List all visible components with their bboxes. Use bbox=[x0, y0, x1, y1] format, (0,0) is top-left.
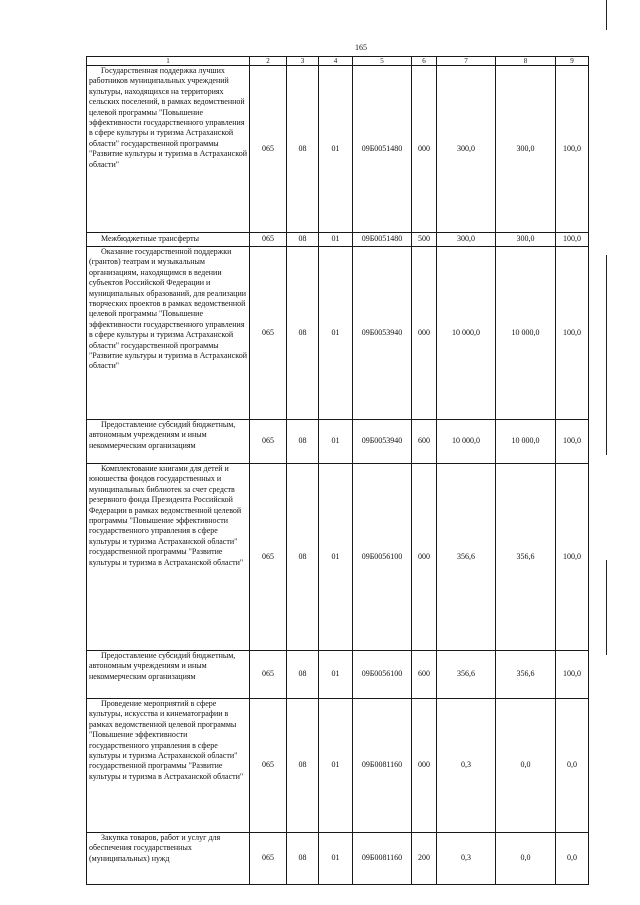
budget-table bbox=[86, 56, 589, 885]
cell-plan: 356,6 bbox=[437, 651, 496, 699]
cell-plan: 0,3 bbox=[437, 699, 496, 833]
cell-target-article: 09Б0051480 bbox=[353, 66, 412, 233]
table-row bbox=[87, 66, 589, 233]
table-row bbox=[87, 420, 589, 464]
column-header: 5 bbox=[353, 57, 412, 66]
cell-admin-code: 065 bbox=[250, 233, 287, 247]
cell-section: 08 bbox=[287, 833, 319, 885]
row-description: Закупка товаров, работ и услуг для обеспечения государственных (муниципальных) нужд bbox=[87, 833, 250, 885]
cell-admin-code: 065 bbox=[250, 420, 287, 464]
cell-target-article: 09Б0053940 bbox=[353, 420, 412, 464]
table-row bbox=[87, 699, 589, 833]
cell-section: 08 bbox=[287, 464, 319, 651]
cell-percent: 0,0 bbox=[556, 833, 589, 885]
scan-margin-line bbox=[606, 255, 607, 455]
cell-subsection: 01 bbox=[319, 464, 353, 651]
cell-executed: 356,6 bbox=[496, 651, 556, 699]
cell-admin-code: 065 bbox=[250, 833, 287, 885]
cell-subsection: 01 bbox=[319, 420, 353, 464]
cell-executed: 0,0 bbox=[496, 699, 556, 833]
cell-executed: 10 000,0 bbox=[496, 247, 556, 420]
cell-subsection: 01 bbox=[319, 833, 353, 885]
column-header: 4 bbox=[319, 57, 353, 66]
cell-expense-type: 000 bbox=[412, 699, 437, 833]
cell-percent: 100,0 bbox=[556, 651, 589, 699]
scan-margin-line bbox=[606, 0, 607, 30]
table-row bbox=[87, 833, 589, 885]
column-header: 9 bbox=[556, 57, 589, 66]
column-header: 3 bbox=[287, 57, 319, 66]
cell-target-article: 09Б0051480 bbox=[353, 233, 412, 247]
cell-subsection: 01 bbox=[319, 651, 353, 699]
cell-executed: 356,6 bbox=[496, 464, 556, 651]
cell-expense-type: 000 bbox=[412, 247, 437, 420]
cell-expense-type: 500 bbox=[412, 233, 437, 247]
cell-target-article: 09Б0081160 bbox=[353, 833, 412, 885]
table-row bbox=[87, 464, 589, 651]
row-description: Комплектование книгами для детей и юношества фондов государственных и муниципальных библиотек за счет средств резервного фонда Президента Российской Федерации в рамках ведомственной целевой программы "Повышение эффективности государственного управления в сфере культуры и туризма Астраханской области" государственной программы "Развитие культуры и туризма в Астраханской области" bbox=[87, 464, 250, 651]
cell-target-article: 09Б0056100 bbox=[353, 464, 412, 651]
column-header: 2 bbox=[250, 57, 287, 66]
row-description: Государственная поддержка лучших работников муниципальных учреждений культуры, находящихся на территориях сельских поселений, в рамках ведомственной целевой программы "Повышение эффективности государственного управления в сфере культуры и туризма Астраханской области" государственной программы "Развитие культуры и туризма в Астраханской области" bbox=[87, 66, 250, 233]
column-header: 7 bbox=[437, 57, 496, 66]
cell-subsection: 01 bbox=[319, 247, 353, 420]
row-description: Оказание государственной поддержки (грантов) театрам и музыкальным организациям, находящимся в ведении субъектов Российской Федерации и муниципальных образований, для реализации творческих проектов в рамках ведомственной целевой программы "Повышение эффективности государственного управления в сфере культуры и туризма Астраханской области" государственной программы "Развитие культуры и туризма в Астраханской области" bbox=[87, 247, 250, 420]
cell-section: 08 bbox=[287, 420, 319, 464]
cell-section: 08 bbox=[287, 66, 319, 233]
column-header: 6 bbox=[412, 57, 437, 66]
table-row bbox=[87, 651, 589, 699]
cell-admin-code: 065 bbox=[250, 464, 287, 651]
cell-expense-type: 600 bbox=[412, 420, 437, 464]
cell-target-article: 09Б0081160 bbox=[353, 699, 412, 833]
cell-executed: 10 000,0 bbox=[496, 420, 556, 464]
cell-executed: 300,0 bbox=[496, 233, 556, 247]
cell-section: 08 bbox=[287, 699, 319, 833]
cell-percent: 0,0 bbox=[556, 699, 589, 833]
cell-percent: 100,0 bbox=[556, 247, 589, 420]
cell-target-article: 09Б0053940 bbox=[353, 247, 412, 420]
cell-percent: 100,0 bbox=[556, 464, 589, 651]
cell-expense-type: 600 bbox=[412, 651, 437, 699]
cell-plan: 356,6 bbox=[437, 464, 496, 651]
cell-section: 08 bbox=[287, 651, 319, 699]
column-number-row bbox=[87, 57, 589, 66]
column-header: 1 bbox=[87, 57, 250, 66]
cell-plan: 10 000,0 bbox=[437, 420, 496, 464]
cell-plan: 0,3 bbox=[437, 833, 496, 885]
cell-expense-type: 000 bbox=[412, 66, 437, 233]
page-number: 165 bbox=[355, 43, 367, 52]
cell-percent: 100,0 bbox=[556, 233, 589, 247]
cell-section: 08 bbox=[287, 247, 319, 420]
scan-margin-line bbox=[606, 560, 607, 655]
cell-subsection: 01 bbox=[319, 66, 353, 233]
cell-admin-code: 065 bbox=[250, 66, 287, 233]
cell-subsection: 01 bbox=[319, 699, 353, 833]
cell-expense-type: 200 bbox=[412, 833, 437, 885]
cell-target-article: 09Б0056100 bbox=[353, 651, 412, 699]
cell-plan: 300,0 bbox=[437, 233, 496, 247]
cell-percent: 100,0 bbox=[556, 420, 589, 464]
cell-admin-code: 065 bbox=[250, 651, 287, 699]
column-header: 8 bbox=[496, 57, 556, 66]
cell-subsection: 01 bbox=[319, 233, 353, 247]
cell-plan: 10 000,0 bbox=[437, 247, 496, 420]
row-description: Предоставление субсидий бюджетным, автономным учреждениям и иным некоммерческим организациям bbox=[87, 420, 250, 464]
row-description: Межбюджетные трансферты bbox=[87, 233, 250, 247]
cell-expense-type: 000 bbox=[412, 464, 437, 651]
row-description: Проведение мероприятий в сфере культуры, искусства и кинематографии в рамках ведомственной целевой программы "Повышение эффективности государственного управления в сфере культуры и туризма Астраханской области" государственной программы "Развитие культуры и туризма в Астраханской области" bbox=[87, 699, 250, 833]
cell-admin-code: 065 bbox=[250, 247, 287, 420]
table-row bbox=[87, 247, 589, 420]
cell-admin-code: 065 bbox=[250, 699, 287, 833]
table-row bbox=[87, 233, 589, 247]
cell-section: 08 bbox=[287, 233, 319, 247]
cell-percent: 100,0 bbox=[556, 66, 589, 233]
cell-executed: 300,0 bbox=[496, 66, 556, 233]
row-description: Предоставление субсидий бюджетным, автономным учреждениям и иным некоммерческим организациям bbox=[87, 651, 250, 699]
cell-executed: 0,0 bbox=[496, 833, 556, 885]
cell-plan: 300,0 bbox=[437, 66, 496, 233]
